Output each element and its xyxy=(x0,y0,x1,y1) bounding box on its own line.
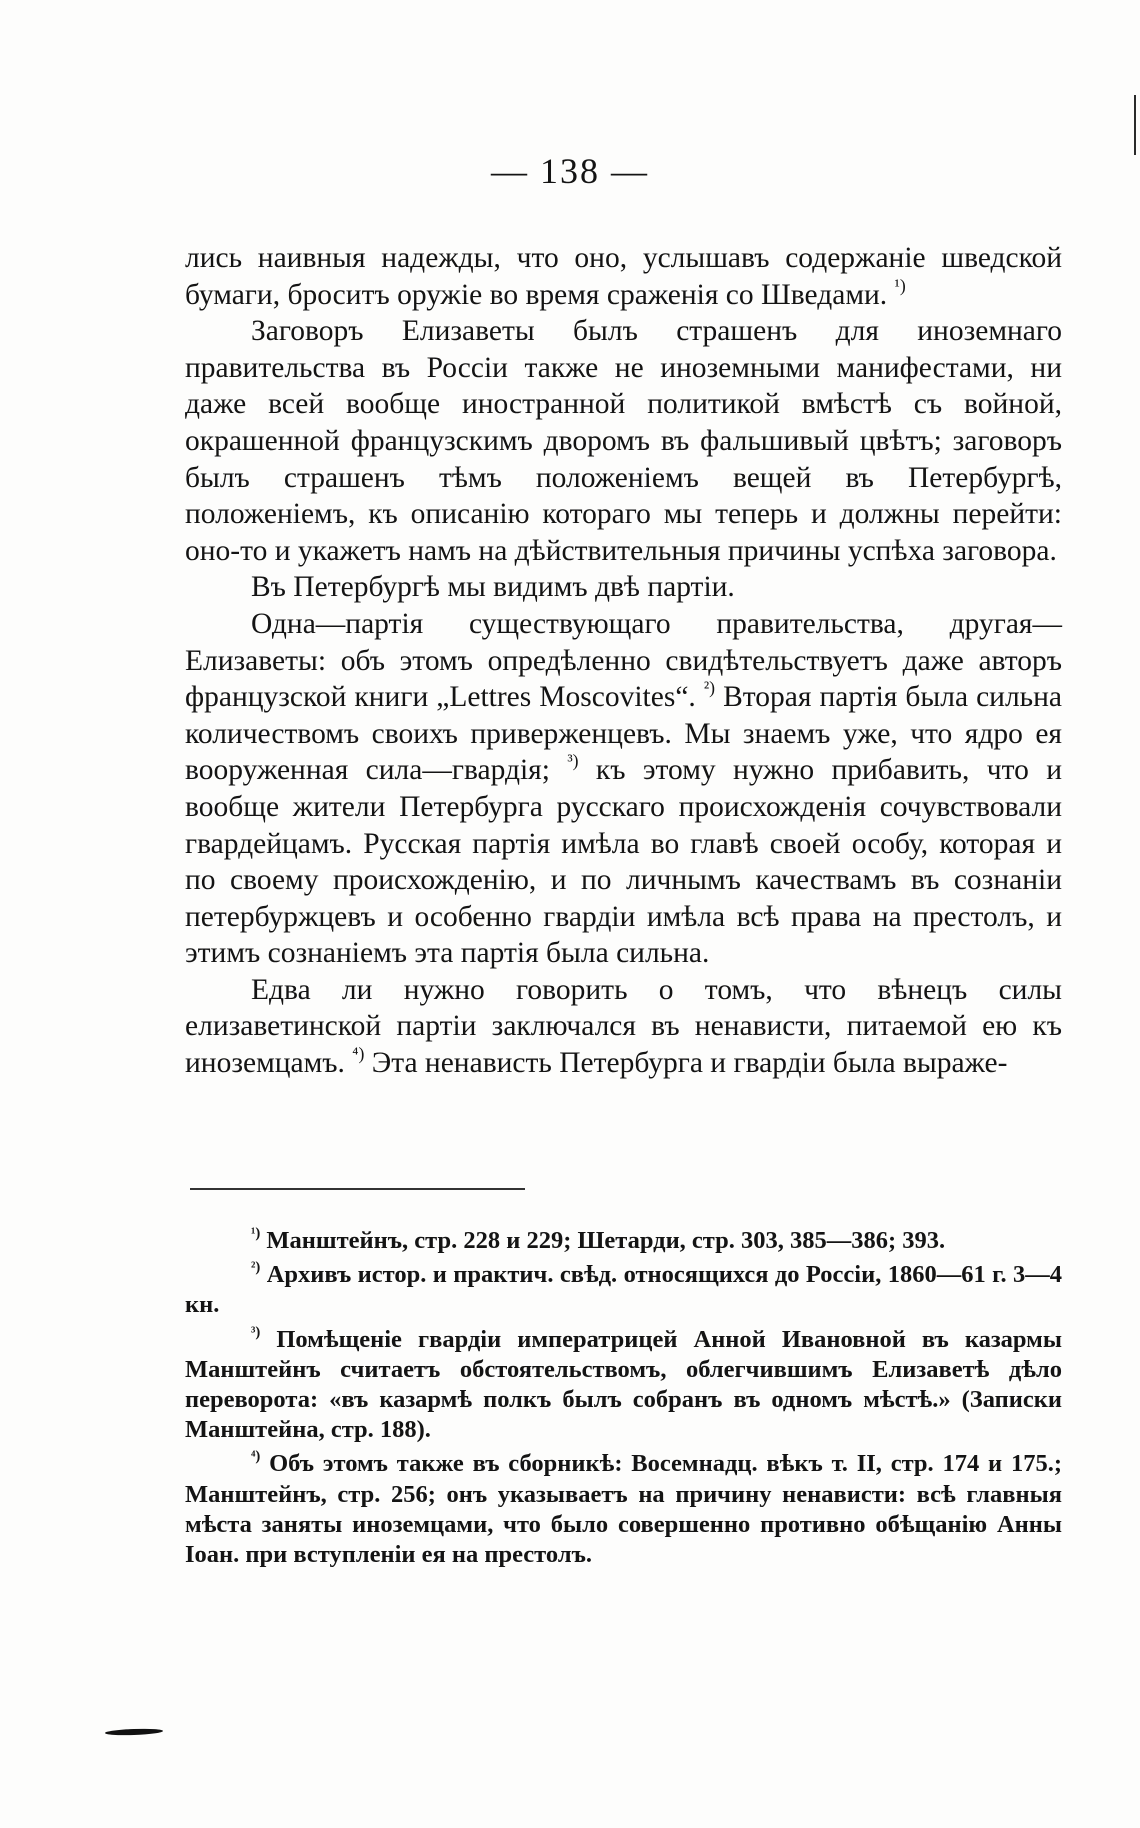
footnote xyxy=(185,1226,1062,1256)
footnote xyxy=(185,1260,1062,1320)
paragraph-text: Эта ненависть Петербурга и гвардiи была выраже- xyxy=(371,1047,1008,1080)
footnote-mark: ²) xyxy=(251,1259,261,1276)
footnote-text: Объ этомъ также въ сборникѣ: Восемнадц. вѣкъ т. II, стр. 174 и 175.; Манштейнъ, стр. 256; онъ указываетъ на причину ненависти: всѣ главныя мѣста заняты иноземцами, что было совершенно противно обѣщанiю Анны Iоан. при вступленiи ея на престолъ. xyxy=(185,1450,1062,1569)
footnote-divider xyxy=(190,1188,525,1190)
paragraph xyxy=(185,313,1062,569)
scan-ink-mark xyxy=(105,1728,163,1736)
paragraph xyxy=(185,972,1062,1082)
footnote-ref: ⁴) xyxy=(352,1043,365,1064)
paragraph-text: лись наивныя надежды, что оно, услышавъ содержанiе шведской бумаги, броситъ оружiе во время сраженiя со Шведами. xyxy=(185,242,1062,311)
footnote xyxy=(185,1449,1062,1570)
footnote-text: Манштейнъ, стр. 228 и 229; Шетарди, стр. 303, 385—386; 393. xyxy=(266,1227,946,1254)
paragraph-text: Въ Петербургѣ мы видимъ двѣ партiи. xyxy=(251,571,735,604)
footnote-ref: ²) xyxy=(703,677,716,698)
paragraph-text: Вторая партiя была сильна количествомъ своихъ приверженцевъ. Мы знаемъ уже, что ядро ея вооруженная сила—гвардiя; xyxy=(185,681,1063,787)
footnote-mark: ⁴) xyxy=(251,1449,261,1466)
paragraph xyxy=(185,606,1062,972)
paragraph-text: Одна—партiя существующаго правительства, другая—Елизаветы: объ этомъ опредѣленно свидѣтельствуетъ даже авторъ французской книги „Lettres Moscovites“. xyxy=(185,607,1062,714)
footnotes xyxy=(185,1226,1062,1574)
footnote-ref: ¹) xyxy=(894,275,906,296)
page-number: — 138 — xyxy=(491,151,649,191)
paragraph xyxy=(185,569,1062,606)
page-edge-mark xyxy=(1134,95,1136,155)
main-text xyxy=(185,240,1062,1082)
paragraph-text: Заговоръ Елизаветы былъ страшенъ для иноземнаго правительства въ Россiи также не иноземными манифестами, ни даже всей вообще иностранной политикой вмѣстѣ съ войной, окрашенной французскимъ дворомъ въ фальшивый цвѣтъ; заговоръ былъ страшенъ тѣмъ положенiемъ вещей въ Петербургѣ, положенiемъ, къ описанiю котораго мы теперь и должны перейти: оно-то и укажетъ намъ на дѣйствительныя причины успѣха заговора. xyxy=(185,315,1062,567)
footnote-text: Архивъ истор. и практич. свѣд. относящихся до Россiи, 1860—61 г. 3—4 кн. xyxy=(185,1261,1062,1319)
footnote-ref: ³) xyxy=(567,750,579,771)
paragraph-text: Едва ли нужно говорить о томъ, что вѣнецъ силы елизаветинской партiи заключался въ ненависти, питаемой ею къ иноземцамъ. xyxy=(185,973,1062,1080)
paragraph-text: къ этому нужно прибавить, что и вообще жители Петербурга русскаго происхожденiя сочувствовали гвардейцамъ. Русская партiя имѣла во главѣ своей особу, которая и по своему происхожденiю, и по личнымъ качествамъ въ сознанiи петербуржцевъ и особенно гвардiи имѣла всѣ права на престолъ, и этимъ сознанiемъ эта партiя была сильна. xyxy=(185,754,1062,970)
paragraph-continuation xyxy=(185,240,1062,313)
footnote-mark: ¹) xyxy=(251,1225,261,1242)
footnote xyxy=(185,1325,1062,1446)
footnote-mark: ³) xyxy=(251,1324,261,1341)
footnote-text: Помѣщенiе гвардiи императрицей Анной Ивановной въ казармы Манштейнъ считаетъ обстоятельствомъ, облегчившимъ Елизаветѣ дѣло переворота: «въ казармѣ полкъ былъ собранъ въ одномъ мѣстѣ.» (Записки Манштейна, стр. 188). xyxy=(185,1325,1062,1444)
